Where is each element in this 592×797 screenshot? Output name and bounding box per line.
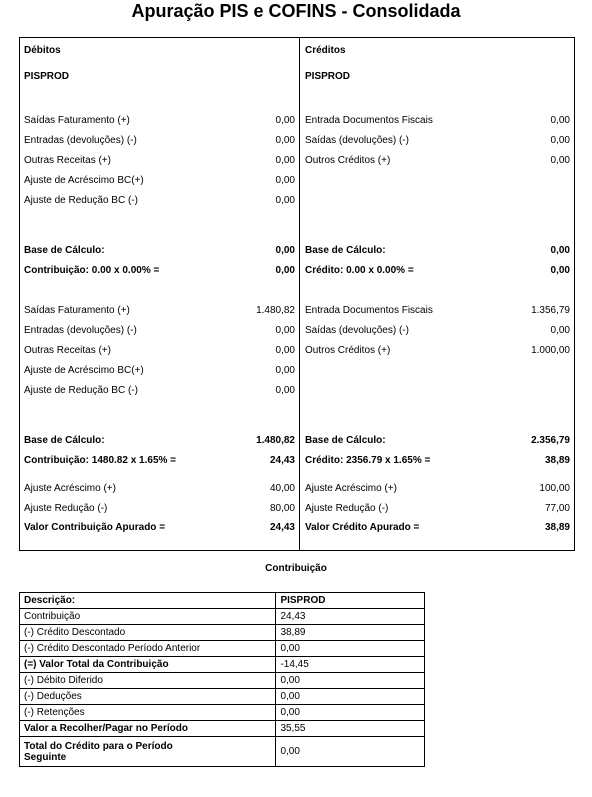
- credito-calc-value: 0,00: [550, 265, 570, 276]
- row-value: 0,00: [276, 705, 425, 721]
- debito-value: 0,00: [275, 135, 295, 146]
- credito-base-value: 0,00: [550, 245, 570, 256]
- row-label: (-) Crédito Descontado Período Anterior: [20, 641, 276, 657]
- row-value: -14,45: [276, 657, 425, 673]
- debito-value: 0,00: [275, 115, 295, 126]
- debito-contrib-value: 24,43: [269, 455, 295, 466]
- table-row: [20, 625, 425, 641]
- debito-label: Ajuste de Redução BC (-): [24, 195, 138, 206]
- table-row: [20, 721, 425, 737]
- debito-value: 0,00: [275, 155, 295, 166]
- credito-label: Entrada Documentos Fiscais: [305, 305, 433, 316]
- credito-label: Saídas (devoluções) (-): [305, 325, 409, 336]
- credito-value: 0,00: [550, 135, 570, 146]
- column-divider: [299, 37, 300, 551]
- credito-ajuste-reducao-value: 77,00: [544, 503, 570, 514]
- debitos-header: Débitos: [24, 45, 61, 56]
- col-descricao-header: Descrição:: [20, 593, 276, 609]
- row-value: 24,43: [276, 609, 425, 625]
- row-value: 0,00: [276, 641, 425, 657]
- debito-base-value: 0,00: [275, 245, 295, 256]
- debito-ajuste-reducao-value: 80,00: [269, 503, 295, 514]
- credito-valor-apurado-label: Valor Crédito Apurado =: [305, 522, 420, 533]
- credito-value: 0,00: [550, 115, 570, 126]
- credito-value: 1.000,00: [531, 345, 570, 356]
- row-value: 0,00: [276, 737, 425, 767]
- credito-base-value: 2.356,79: [531, 435, 570, 446]
- debito-contrib-value: 0,00: [275, 265, 295, 276]
- row-label: Valor a Recolher/Pagar no Período: [20, 721, 276, 737]
- credito-ajuste-reducao-label: Ajuste Redução (-): [305, 503, 389, 514]
- credito-ajuste-acrescimo-value: 100,00: [539, 483, 570, 494]
- debito-label: Outras Receitas (+): [24, 345, 111, 356]
- debito-label: Outras Receitas (+): [24, 155, 111, 166]
- debito-value: 0,00: [275, 365, 295, 376]
- table-row: [20, 705, 425, 721]
- table-header-row: [20, 593, 425, 609]
- table-row: [20, 673, 425, 689]
- credito-label: Entrada Documentos Fiscais: [305, 115, 433, 126]
- row-value: 0,00: [276, 689, 425, 705]
- row-label: (-) Crédito Descontado: [20, 625, 276, 641]
- debito-contrib-label: Contribuição: 1480.82 x 1.65% =: [24, 455, 177, 466]
- row-value: 0,00: [276, 673, 425, 689]
- debito-valor-apurado-label: Valor Contribuição Apurado =: [24, 522, 166, 533]
- contribuicao-table: [19, 592, 425, 767]
- table-row: [20, 657, 425, 673]
- credito-value: 0,00: [550, 325, 570, 336]
- credito-base-label: Base de Cálculo:: [305, 435, 386, 446]
- debito-ajuste-reducao-label: Ajuste Redução (-): [24, 503, 108, 514]
- credito-label: Outros Créditos (+): [305, 345, 391, 356]
- credito-calc-label: Crédito: 0.00 x 0.00% =: [305, 265, 414, 276]
- debito-label: Entradas (devoluções) (-): [24, 135, 137, 146]
- debito-ajuste-acrescimo-label: Ajuste Acréscimo (+): [24, 483, 116, 494]
- row-label: Contribuição: [20, 609, 276, 625]
- credito-base-label: Base de Cálculo:: [305, 245, 386, 256]
- credito-label: Saídas (devoluções) (-): [305, 135, 409, 146]
- credito-calc-label: Crédito: 2356.79 x 1.65% =: [305, 455, 431, 466]
- credito-value: 0,00: [550, 155, 570, 166]
- row-label: Total do Crédito para o Período Seguinte: [20, 737, 276, 767]
- credito-calc-value: 38,89: [544, 455, 570, 466]
- page-title: Apuração PIS e COFINS - Consolidada: [131, 1, 461, 21]
- debito-label: Ajuste de Acréscimo BC(+): [24, 175, 144, 186]
- debito-base-label: Base de Cálculo:: [24, 435, 105, 446]
- debito-value: 1.480,82: [256, 305, 295, 316]
- table-row: [20, 609, 425, 625]
- debito-value: 0,00: [275, 385, 295, 396]
- debito-label: Saídas Faturamento (+): [24, 305, 130, 316]
- credito-value: 1.356,79: [531, 305, 570, 316]
- debito-label: Saídas Faturamento (+): [24, 115, 130, 126]
- debito-label: Ajuste de Acréscimo BC(+): [24, 365, 144, 376]
- debito-contrib-label: Contribuição: 0.00 x 0.00% =: [24, 265, 160, 276]
- debito-label: Ajuste de Redução BC (-): [24, 385, 138, 396]
- table-row: [20, 737, 425, 767]
- debito-value: 0,00: [275, 325, 295, 336]
- debito-base-label: Base de Cálculo:: [24, 245, 105, 256]
- row-value: 35,55: [276, 721, 425, 737]
- table-row: [20, 641, 425, 657]
- contribuicao-heading: Contribuição: [265, 563, 327, 574]
- row-label: (-) Retenções: [20, 705, 276, 721]
- debitos-product: PISPROD: [24, 71, 70, 82]
- credito-valor-apurado-value: 38,89: [544, 522, 570, 533]
- row-label: (-) Débito Diferido: [20, 673, 276, 689]
- debito-value: 0,00: [275, 175, 295, 186]
- credito-ajuste-acrescimo-label: Ajuste Acréscimo (+): [305, 483, 397, 494]
- debito-ajuste-acrescimo-value: 40,00: [269, 483, 295, 494]
- debito-value: 0,00: [275, 195, 295, 206]
- creditos-product: PISPROD: [305, 71, 351, 82]
- row-value: 38,89: [276, 625, 425, 641]
- creditos-header: Créditos: [305, 45, 346, 56]
- debito-label: Entradas (devoluções) (-): [24, 325, 137, 336]
- table-row: [20, 689, 425, 705]
- col-pisprod-header: PISPROD: [276, 593, 425, 609]
- row-label: (=) Valor Total da Contribuição: [20, 657, 276, 673]
- debito-value: 0,00: [275, 345, 295, 356]
- credito-label: Outros Créditos (+): [305, 155, 391, 166]
- debito-valor-apurado-value: 24,43: [269, 522, 295, 533]
- debito-base-value: 1.480,82: [256, 435, 295, 446]
- row-label: (-) Deduções: [20, 689, 276, 705]
